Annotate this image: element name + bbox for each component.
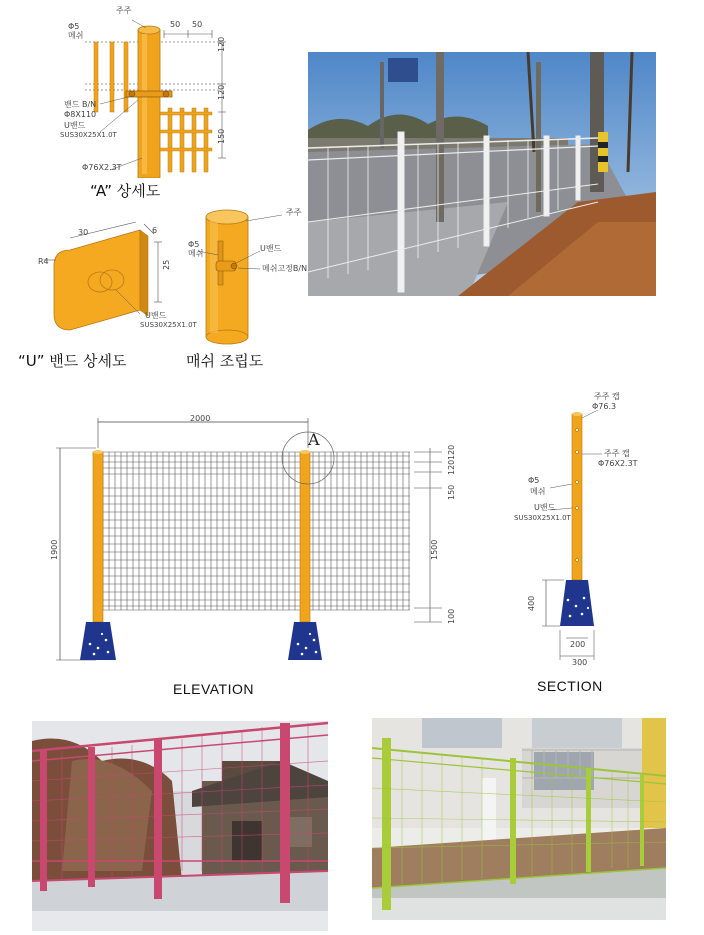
elevation-dim-width: 2000 (190, 414, 211, 423)
mesh-assembly-mesh-label: 메쉬 (188, 249, 204, 258)
detail-a-dim-top-2: 50 (192, 20, 203, 29)
section-uband-label: U밴드 (534, 503, 556, 512)
detail-a-uband-spec: SUS30X25X1.0T (60, 131, 117, 139)
section-caption: SECTION (537, 678, 603, 694)
detail-a-dim-side-1: 120 (217, 36, 226, 52)
section-post-spec: Φ76X2.3T (598, 459, 638, 468)
mesh-assembly-uband-label: U밴드 (260, 244, 282, 253)
elevation-dim-top-3: 120 (447, 444, 456, 460)
red-fence-photo (32, 721, 328, 931)
mesh-assembly-fix-label: 메쉬고정B/N (262, 264, 308, 273)
section-cap-label: 주주 캡 (594, 392, 620, 401)
detail-a-post-label: 주주 (116, 6, 132, 15)
uband-dim-height: 25 (162, 259, 171, 270)
detail-a-bolt-label: Φ8X110 (64, 110, 97, 119)
uband-label: U밴드 (145, 311, 167, 320)
detail-a-mesh-dia: Φ5 (68, 22, 80, 31)
uband-dim-radius: R4 (38, 257, 49, 266)
elevation-dim-top-2: 120 (447, 459, 456, 475)
mesh-assembly-post-label: 주주 (286, 208, 302, 217)
mesh-assembly-mesh-dia: Φ5 (188, 240, 200, 249)
elevation-drawing (50, 408, 470, 670)
elevation-dim-top-1: 150 (447, 484, 456, 500)
section-dim-footing-height: 400 (527, 595, 536, 611)
section-dim-footing-top: 200 (570, 640, 586, 649)
uband-dim-thick: 6 (152, 226, 158, 235)
elevation-caption: ELEVATION (173, 681, 255, 697)
uband-caption: “U” 밴드 상세도 (18, 352, 127, 370)
roadside-fence-photo (308, 52, 656, 296)
green-fence-photo (372, 718, 666, 920)
detail-a-band-bn-label: 밴드 B/N (64, 100, 97, 109)
uband-dim-width: 30 (78, 228, 89, 237)
detail-a-caption: “A” 상세도 (90, 182, 161, 200)
detail-a-drawing (60, 8, 240, 178)
detail-a-dim-top-1: 50 (170, 20, 181, 29)
section-mesh-label: 메쉬 (530, 487, 546, 496)
elevation-dim-mesh: 1500 (430, 539, 439, 560)
detail-a-mesh-label: 메쉬 (68, 31, 84, 40)
uband-spec: SUS30X25X1.0T (140, 321, 197, 329)
section-dim-footing-bottom: 300 (572, 658, 588, 667)
mesh-assembly-caption: 매쉬 조립도 (186, 352, 264, 370)
detail-a-dim-side-3: 150 (217, 128, 226, 144)
section-uband-spec: SUS30X25X1.0T (514, 514, 571, 522)
section-mesh-dia: Φ5 (528, 476, 540, 485)
mesh-assembly-drawing (190, 205, 310, 345)
detail-a-dim-side-2: 120 (217, 84, 226, 100)
section-cap-dia: Φ76.3 (592, 402, 617, 411)
detail-a-post-spec: Φ76X2.3T (82, 163, 122, 172)
detail-a-uband-label: U밴드 (64, 121, 86, 130)
elevation-dim-height: 1900 (50, 539, 59, 560)
section-post-label: 주주 캡 (604, 449, 630, 458)
elevation-marker-a: A (308, 430, 320, 449)
elevation-dim-bottom: 100 (447, 608, 456, 624)
